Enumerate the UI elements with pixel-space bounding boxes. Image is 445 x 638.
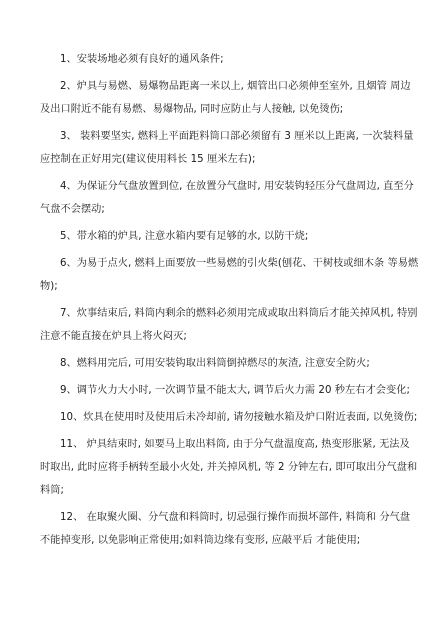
instruction-item-9: 9、调节火力大小时, 一次调节量不能太大, 调节后火力需 20 秒左右才会变化; [60,385,410,396]
instruction-item-2: 2、炉具与易燃、易爆物品距离一米以上, 烟管出口必须伸至室外, 且烟管 周边及出口附近不能有易燃、易爆物品, 同时应防止与人接触, 以免烫伤; [40,81,411,115]
instruction-item-5: 5、带水箱的炉具, 注意水箱内要有足够的水, 以防干烧; [60,231,309,242]
instruction-item-11: 11、 炉具结束时, 如要马上取出料筒, 由于分气盘温度高, 热变形胀紧, 无法及时取出, 此时应将手柄转至最小火处, 并关掉风机, 等 2 分钟左右, 即可取出分气盘和料筒; [40,439,418,496]
instruction-item-12: 12、 在取聚火圈、分气盘和料筒时, 切忌强行操作而损坏部件, 料筒和 分气盘不能掉变形, 以免影响正常使用;如料筒边缘有变形, 应敲平后 才能使用; [40,512,411,546]
instruction-item-3: 3、 装料要坚实, 燃料上平面距料筒口部必须留有 3 厘米以上距离, 一次装料量应控制在正好用完(建议使用料长 15 厘米左右); [40,131,414,165]
instruction-item-7: 7、炊事结束后, 料筒内剩余的燃料必须用完成或取出料筒后才能关掉风机, 特别注意不能直接在炉具上将火闷灭; [40,308,418,342]
instruction-item-6: 6、为易于点火, 燃料上面要放一些易燃的引火柴(刨花、干树枝或细木条 等易燃物); [40,258,419,292]
instruction-item-10: 10、炊具在使用时及使用后未冷却前, 请勿接触水箱及炉口附近表面, 以免烫伤; [60,412,418,423]
instruction-item-1: 1、安装场地必须有良好的通风条件; [60,54,224,65]
instruction-item-8: 8、燃料用完后, 可用安装钩取出料筒倒掉燃尽的灰渣, 注意安全防火; [60,358,370,369]
instruction-item-4: 4、为保证分气盘放置到位, 在放置分气盘时, 用安装钩轻压分气盘周边, 直至分气盘不会摆动; [40,181,414,215]
